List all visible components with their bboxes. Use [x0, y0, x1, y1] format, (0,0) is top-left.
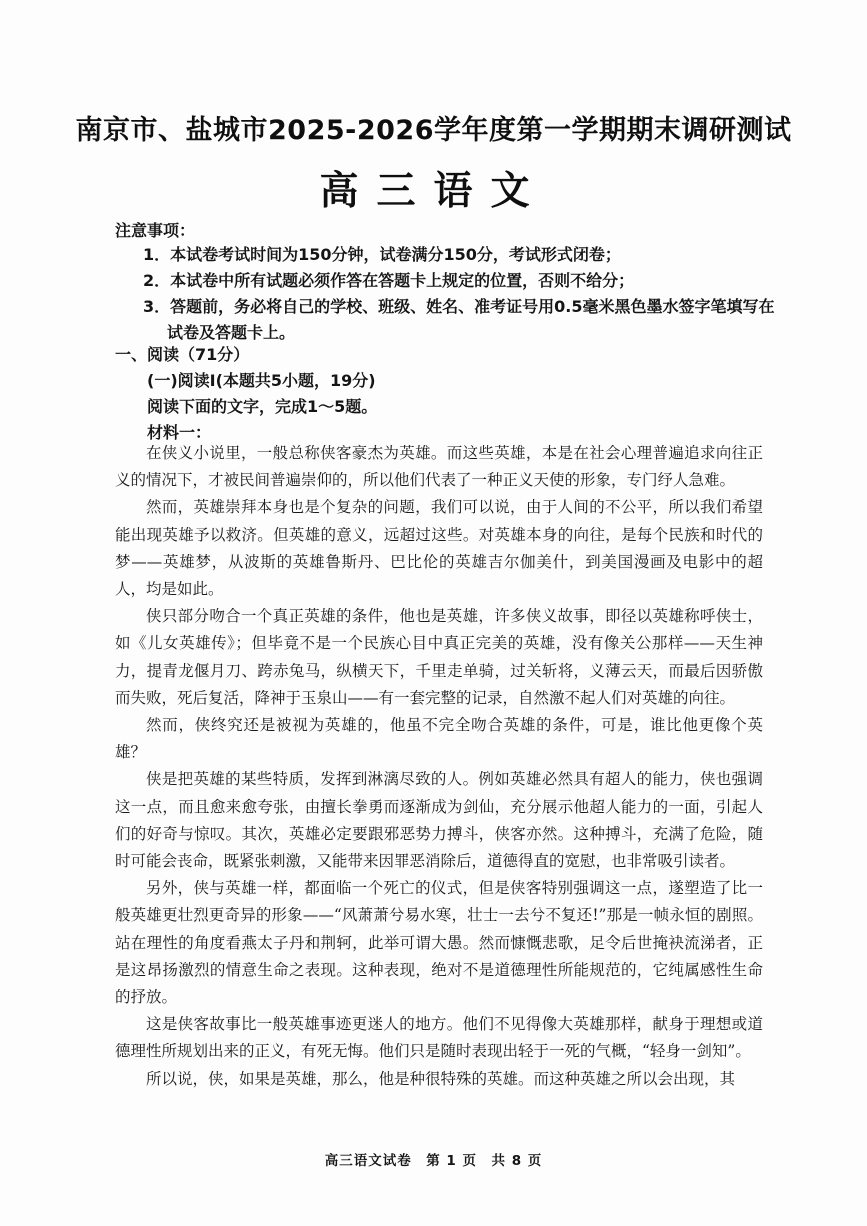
page-footer: 高三语文试卷 第 1 页 共 8 页: [324, 1153, 543, 1169]
material-label: 材料一：: [147, 423, 212, 442]
notes-item: 3．答题前，务必将自己的学校、班级、姓名、准考证号用0.5毫米黑色墨水签字笔填写在试卷及答题卡上。: [143, 297, 775, 342]
exam-title: 南京市、盐城市2025-2026学年度第一学期期末调研测试: [75, 115, 792, 146]
notes-list: [143, 242, 783, 346]
material-paragraph: 另外，侠与英雄一样，都面临一个死亡的仪式，但是侠客特别强调这一点，遂塑造了比一般英雄更壮烈更奇异的形象——“风萧萧兮易水寒，壮士一去兮不复还!”那是一帧永恒的剧照。站在理性的角度看燕太子丹和荆轲，此举可谓大愚。然而慷慨悲歌，足令后世掩袂流涕者，正是这昂扬激烈的情意生命之表现。这种表现，绝对不是道德理性所能规范的，它纯属感性生命的抒放。: [115, 879, 763, 1007]
material-paragraph: 所以说，侠，如果是英雄，那么，他是种很特殊的英雄。而这种英雄之所以会出现，其: [146, 1069, 736, 1088]
notes-heading: 注意事项：: [115, 221, 196, 240]
part-title: (一)阅读I(本题共5小题，19分): [147, 371, 376, 390]
material-paragraph: 侠只部分吻合一个真正英雄的条件，他也是英雄，许多侠义故事，即径以英雄称呼侠士，如《儿女英雄传》；但毕竟不是一个民族心目中真正完美的英雄，没有像关公那样——天生神力，提青龙偃月刀、跨赤兔马，纵横天下，千里走单骑，过关斩将，义薄云天，而最后因骄傲而失败，死后复活，降神于玉泉山——有一套完整的记录，自然激不起人们对英雄的向往。: [115, 607, 763, 707]
material-paragraph: 侠是把英雄的某些特质，发挥到淋漓尽致的人。例如英雄必然具有超人的能力，侠也强调这一点，而且愈来愈夸张，由擅长拳勇而逐渐成为剑仙，充分展示他超人能力的一面，引起人们的好奇与惊叹。其次，英雄必定要跟邪恶势力搏斗，侠客亦然。这种搏斗，充满了危险，随时可能会丧命，既紧张刺激，又能带来因罪恶消除后，道德得直的宽慰，也非常吸引读者。: [115, 770, 763, 871]
subject-title: 高三语文: [319, 169, 548, 214]
section-heading: 一、阅读（71分）: [115, 345, 250, 364]
material-body: [115, 440, 763, 1093]
material-paragraph: 在侠义小说里，一般总称侠客豪杰为英雄。而这些英雄，本是在社会心理普遍追求向往正义的情况下，才被民间普遍崇仰的，所以他们代表了一种正义天使的形象，专门纾人急难。: [115, 444, 763, 490]
notes-item: 1．本试卷考试时间为150分钟，试卷满分150分，考试形式闭卷；: [143, 245, 621, 264]
notes-item: 2．本试卷中所有试题必须作答在答题卡上规定的位置，否则不给分；: [143, 271, 635, 290]
reading-instruction: 阅读下面的文字，完成1～5题。: [147, 397, 378, 416]
material-paragraph: 然而，侠终究还是被视为英雄的，他虽不完全吻合英雄的条件，可是，谁比他更像个英雄？: [115, 716, 763, 762]
material-paragraph: 这是侠客故事比一般英雄事迹更迷人的地方。他们不见得像大英雄那样，献身于理想或道德理性所规划出来的正义，有死无悔。他们只是随时表现出轻于一死的气概，“轻身一剑知”。: [115, 1015, 763, 1061]
material-paragraph: 然而，英雄崇拜本身也是个复杂的问题，我们可以说，由于人间的不公平，所以我们希望能出现英雄予以救济。但英雄的意义，远超过这些。对英雄本身的向往，是每个民族和时代的梦——英雄梦，从波斯的英雄鲁斯丹、巴比伦的英雄吉尔伽美什，到美国漫画及电影中的超人，均是如此。: [115, 498, 763, 599]
